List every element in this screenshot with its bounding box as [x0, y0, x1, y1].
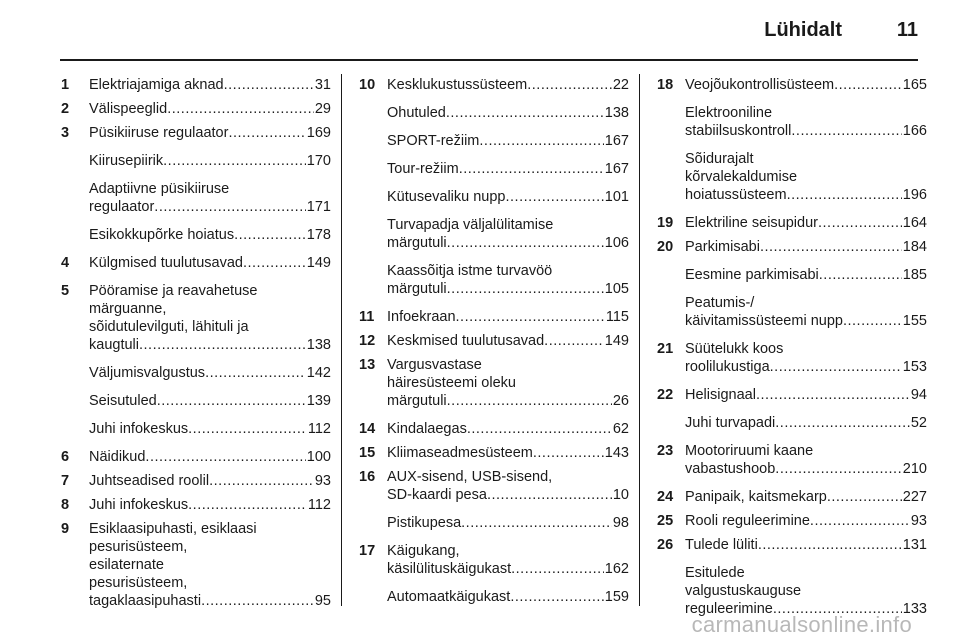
- entry-page-number: 112: [307, 497, 331, 513]
- entry-page-number: 170: [306, 153, 331, 169]
- dot-leader: [819, 266, 902, 284]
- entry-text: kõrvalekaldumise: [685, 169, 798, 185]
- entry-text: Tour-režiim: [387, 161, 459, 177]
- entry-text: Infoekraan: [387, 309, 456, 325]
- entry-text: Välispeeglid: [89, 101, 168, 117]
- entry-text: Juhi infokeskus: [89, 497, 189, 513]
- entry-text: Automaatkäigukast: [387, 589, 511, 605]
- entry-number: 11: [359, 309, 375, 325]
- dot-leader: [843, 312, 902, 330]
- entry-page-number: 164: [902, 215, 927, 231]
- entry-text: Esitulede: [685, 565, 745, 581]
- entry-number: 3: [61, 125, 70, 141]
- entry-text: häiresüsteemi oleku: [387, 375, 516, 391]
- entry-page-number: 100: [306, 449, 331, 465]
- entry-number: 4: [61, 255, 70, 271]
- dot-leader: [234, 226, 306, 244]
- entry-page-number: 149: [604, 333, 629, 349]
- entry-number: 17: [359, 543, 376, 559]
- dot-leader: [209, 472, 314, 490]
- entry-page-number: 167: [604, 161, 629, 177]
- entry-text: SD-kaardi pesa: [387, 487, 487, 503]
- entry-text: Helisignaal: [685, 387, 756, 403]
- entry-text: märguanne,: [89, 301, 167, 317]
- entry-page-number: 98: [612, 515, 629, 531]
- entry-text: Seisutuled: [89, 393, 157, 409]
- entry-text: Väljumisvalgustus: [89, 365, 206, 381]
- entry-page-number: 153: [902, 359, 927, 375]
- entry-text: Kindalaegas: [387, 421, 467, 437]
- dot-leader: [167, 100, 314, 118]
- entry-text: Mootoriruumi kaane: [685, 443, 814, 459]
- entry-text: Keskmised tuulutusavad: [387, 333, 545, 349]
- dot-leader: [447, 280, 604, 298]
- entry-text: Ohutuled: [387, 105, 446, 121]
- entry-text: Panipaik, kaitsmekarp: [685, 489, 827, 505]
- dot-leader: [533, 444, 604, 462]
- entry-page-number: 101: [604, 189, 629, 205]
- entry-page-number: 22: [612, 77, 629, 93]
- entry-text: pesurisüsteem,: [89, 539, 188, 555]
- column-divider: [341, 74, 342, 606]
- entry-page-number: 142: [306, 365, 331, 381]
- entry-number: 22: [657, 387, 674, 403]
- entry-page-number: 166: [902, 123, 927, 139]
- entry-text: Külgmised tuulutusavad: [89, 255, 243, 271]
- entry-text: Kliimaseadmesüsteem: [387, 445, 533, 461]
- entry-page-number: 31: [314, 77, 331, 93]
- entry-number: 25: [657, 513, 674, 529]
- entry-page-number: 185: [902, 267, 927, 283]
- entry-page-number: 149: [306, 255, 331, 271]
- entry-text: Käigukang,: [387, 543, 460, 559]
- dot-leader: [446, 104, 604, 122]
- dot-leader: [447, 392, 612, 410]
- entry-number: 6: [61, 449, 70, 465]
- entry-number: 23: [657, 443, 674, 459]
- entry-number: 14: [359, 421, 376, 437]
- dot-leader: [205, 364, 306, 382]
- entry-page-number: 178: [306, 227, 331, 243]
- entry-page-number: 115: [605, 309, 629, 325]
- entry-text: AUX-sisend, USB-sisend,: [387, 469, 553, 485]
- entry-text: pesurisüsteem,: [89, 575, 188, 591]
- entry-text: käivitamissüsteemi nupp: [685, 313, 843, 329]
- entry-text: kaugtuli: [89, 337, 139, 353]
- dot-leader: [461, 514, 612, 532]
- entry-page-number: 167: [604, 133, 629, 149]
- entry-page-number: 131: [902, 537, 927, 553]
- entry-page-number: 139: [306, 393, 331, 409]
- entry-text: märgutuli: [387, 393, 447, 409]
- entry-number: 7: [61, 473, 70, 489]
- dot-leader: [834, 76, 902, 94]
- entry-page-number: 105: [604, 281, 629, 297]
- entry-text: Juhi infokeskus: [89, 421, 189, 437]
- entry-number: 10: [359, 77, 376, 93]
- entry-number: 24: [657, 489, 674, 505]
- entry-text: roolilukustiga: [685, 359, 770, 375]
- entry-text: märgutuli: [387, 235, 447, 251]
- dot-leader: [447, 234, 604, 252]
- entry-number: 2: [61, 101, 70, 117]
- entry-page-number: 10: [612, 487, 629, 503]
- entry-text: stabiilsuskontroll: [685, 123, 792, 139]
- dot-leader: [456, 308, 605, 326]
- dot-leader: [157, 392, 306, 410]
- entry-number: 21: [657, 341, 674, 357]
- entry-text: Esiklaasipuhasti, esiklaasi: [89, 521, 257, 537]
- dot-leader: [775, 460, 902, 478]
- dot-leader: [163, 152, 306, 170]
- entry-page-number: 184: [902, 239, 927, 255]
- dot-leader: [487, 486, 612, 504]
- page-title: Lühidalt: [764, 19, 842, 41]
- entry-page-number: 138: [306, 337, 331, 353]
- entry-text: SPORT-režiim: [387, 133, 480, 149]
- dot-leader: [787, 186, 902, 204]
- entry-text: märgutuli: [387, 281, 447, 297]
- entry-page-number: 93: [910, 513, 927, 529]
- entry-text: Kesklukustussüsteem: [387, 77, 528, 93]
- entry-page-number: 52: [910, 415, 927, 431]
- dot-leader: [527, 76, 612, 94]
- dot-leader: [224, 76, 314, 94]
- entry-text: regulaator: [89, 199, 155, 215]
- entry-text: Veojõukontrollisüsteem: [685, 77, 835, 93]
- entry-text: Kütusevaliku nupp: [387, 189, 506, 205]
- entry-page-number: 171: [306, 199, 331, 215]
- watermark: carmanualsonline.info: [691, 612, 912, 637]
- entry-text: Vargusvastase: [387, 357, 482, 373]
- dot-leader: [145, 448, 305, 466]
- dot-leader: [506, 188, 604, 206]
- dot-leader: [201, 592, 314, 610]
- header-divider: [60, 59, 918, 61]
- entry-text: Elektriline seisupidur: [685, 215, 818, 231]
- entry-page-number: 159: [604, 589, 629, 605]
- entry-page-number: 227: [902, 489, 927, 505]
- entry-page-number: 196: [902, 187, 927, 203]
- entry-page-number: 26: [612, 393, 629, 409]
- entry-text: Pistikupesa: [387, 515, 462, 531]
- dot-leader: [810, 512, 910, 530]
- entry-text: sõidutulevilguti, lähituli ja: [89, 319, 249, 335]
- entry-number: 26: [657, 537, 674, 553]
- entry-text: Elektrooniline: [685, 105, 773, 121]
- entry-number: 1: [61, 77, 70, 93]
- entry-number: 13: [359, 357, 376, 373]
- dot-leader: [818, 214, 902, 232]
- dot-leader: [459, 160, 604, 178]
- entry-text: Püsikiiruse regulaator: [89, 125, 229, 141]
- entry-number: 12: [359, 333, 376, 349]
- entry-page-number: 155: [902, 313, 927, 329]
- dot-leader: [511, 560, 604, 578]
- dot-leader: [139, 336, 306, 354]
- dot-leader: [154, 198, 306, 216]
- entry-text: hoiatussüsteem: [685, 187, 787, 203]
- dot-leader: [510, 588, 603, 606]
- entry-page-number: 106: [604, 235, 629, 251]
- entry-number: 5: [61, 283, 70, 299]
- dot-leader: [760, 238, 902, 256]
- entry-text: Näidikud: [89, 449, 146, 465]
- dot-leader: [228, 124, 305, 142]
- entry-text: Juhtseadised roolil: [89, 473, 210, 489]
- entry-number: 15: [359, 445, 376, 461]
- entry-text: Rooli reguleerimine: [685, 513, 810, 529]
- entry-text: tagaklaasipuhasti: [89, 593, 202, 609]
- entry-text: Peatumis-/: [685, 295, 755, 311]
- entry-text: reguleerimine: [685, 601, 773, 617]
- entry-page-number: 165: [902, 77, 927, 93]
- entry-page-number: 169: [306, 125, 331, 141]
- entry-page-number: 143: [604, 445, 629, 461]
- entry-number: 18: [657, 77, 674, 93]
- entry-text: Adaptiivne püsikiiruse: [89, 181, 230, 197]
- dot-leader: [770, 358, 902, 376]
- dot-leader: [756, 386, 910, 404]
- entry-page-number: 93: [314, 473, 331, 489]
- entry-text: Parkimisabi: [685, 239, 760, 255]
- entry-text: vabastushoob: [685, 461, 776, 477]
- dot-leader: [479, 132, 603, 150]
- entry-text: Eesmine parkimisabi: [685, 267, 819, 283]
- dot-leader: [243, 254, 306, 272]
- entry-page-number: 112: [307, 421, 331, 437]
- entry-text: Turvapadja väljalülitamise: [387, 217, 554, 233]
- entry-page-number: 29: [314, 101, 331, 117]
- entry-page-number: 94: [910, 387, 927, 403]
- entry-number: 20: [657, 239, 674, 255]
- entry-text: Sõidurajalt: [685, 151, 754, 167]
- entry-text: Pööramise ja reavahetuse: [89, 283, 258, 299]
- page-number: 11: [896, 19, 918, 41]
- entry-page-number: 95: [314, 593, 331, 609]
- entry-text: Juhi turvapadi: [685, 415, 776, 431]
- dot-leader: [188, 496, 307, 514]
- entry-page-number: 162: [604, 561, 629, 577]
- dot-leader: [467, 420, 612, 438]
- entry-text: esilaternate: [89, 557, 164, 573]
- entry-text: Kiirusepiirik: [89, 153, 164, 169]
- entry-number: 8: [61, 497, 70, 513]
- column-divider: [639, 74, 640, 606]
- entry-text: valgustuskauguse: [685, 583, 802, 599]
- entry-page-number: 210: [902, 461, 927, 477]
- dot-leader: [775, 414, 910, 432]
- entry-text: Süütelukk koos: [685, 341, 784, 357]
- entry-text: Tulede lüliti: [685, 537, 758, 553]
- dot-leader: [188, 420, 307, 438]
- entry-text: Esikokkupõrke hoiatus: [89, 227, 235, 243]
- entry-number: 19: [657, 215, 674, 231]
- entry-text: Kaassõitja istme turvavöö: [387, 263, 553, 279]
- dot-leader: [791, 122, 901, 140]
- dot-leader: [758, 536, 902, 554]
- page-header: [0, 0, 960, 66]
- dot-leader: [544, 332, 604, 350]
- entry-number: 9: [61, 521, 70, 537]
- entry-text: käsilülituskäigukast: [387, 561, 512, 577]
- entry-page-number: 138: [604, 105, 629, 121]
- entry-text: Elektriajamiga aknad: [89, 77, 224, 93]
- entry-page-number: 133: [902, 601, 927, 617]
- entry-number: 16: [359, 469, 376, 485]
- dot-leader: [827, 488, 902, 506]
- entry-page-number: 62: [612, 421, 629, 437]
